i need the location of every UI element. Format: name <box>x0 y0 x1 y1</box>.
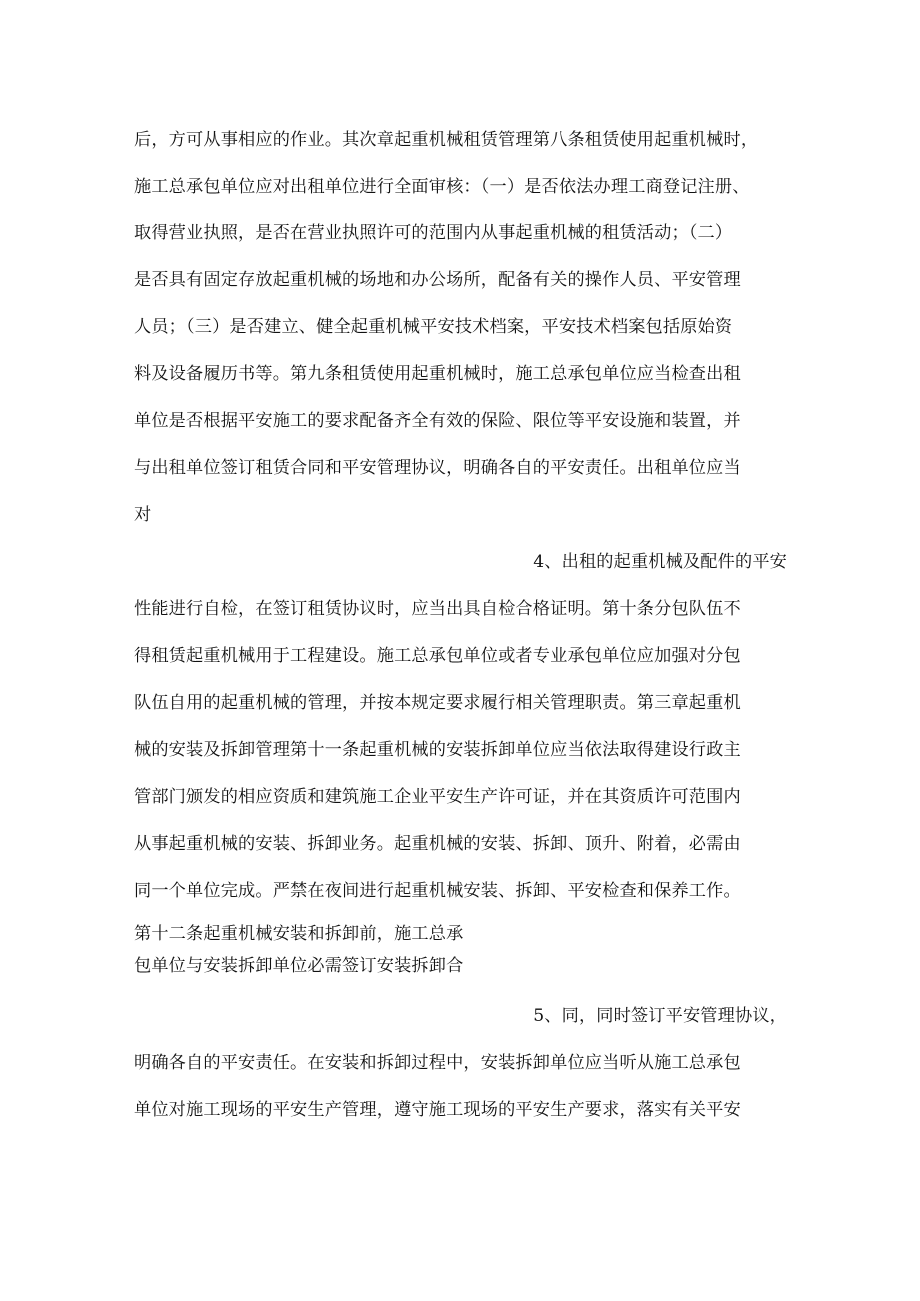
body-line: 械的安装及拆卸管理第十一条起重机械的安装拆卸单位应当依法取得建设行政主 <box>134 740 741 760</box>
body-line: 管部门颁发的相应资质和建筑施工企业平安生产许可证，并在其资质许可范围内 <box>134 787 741 807</box>
body-line: 单位是否根据平安施工的要求配备齐全有效的保险、限位等平安设施和装置，并 <box>134 411 741 431</box>
body-line: 第十二条起重机械安装和拆卸前，施工总承 <box>134 924 464 944</box>
body-line: 明确各自的平安责任。在安装和拆卸过程中，安装拆卸单位应当听从施工总承包 <box>134 1053 741 1073</box>
body-line: 对 <box>134 505 152 525</box>
body-line: 与出租单位签订租赁合同和平安管理协议，明确各自的平安责任。出租单位应当 <box>134 458 741 478</box>
body-line: 包单位与安装拆卸单位必需签订安装拆卸合 <box>134 956 464 976</box>
body-line: 施工总承包单位应对出租单位进行全面审核：（一）是否依法办理工商登记注册、 <box>134 177 750 197</box>
section-number-line: 4、出租的起重机械及配件的平安 <box>533 552 787 572</box>
body-line: 性能进行自检，在签订租赁协议时，应当出具自检合格证明。第十条分包队伍不 <box>134 599 741 619</box>
body-line: 单位对施工现场的平安生产管理，遵守施工现场的平安生产要求，落实有关平安 <box>134 1100 741 1120</box>
body-line: 取得营业执照，是否在营业执照许可的范围内从事起重机械的租赁活动；（二） <box>134 223 733 243</box>
body-line: 料及设备履历书等。第九条租赁使用起重机械时，施工总承包单位应当检查出租 <box>134 364 741 384</box>
body-line: 同一个单位完成。严禁在夜间进行起重机械安装、拆卸、平安检查和保养工作。 <box>134 881 741 901</box>
body-line: 从事起重机械的安装、拆卸业务。起重机械的安装、拆卸、顶升、附着，必需由 <box>134 834 741 854</box>
body-line: 队伍自用的起重机械的管理，并按本规定要求履行相关管理职责。第三章起重机 <box>134 693 741 713</box>
body-line: 是否具有固定存放起重机械的场地和办公场所，配备有关的操作人员、平安管理 <box>134 270 741 290</box>
section-number-line: 5、同，同时签订平安管理协议， <box>533 1006 787 1026</box>
body-line: 得租赁起重机械用于工程建设。施工总承包单位或者专业承包单位应加强对分包 <box>134 646 741 666</box>
body-line: 后，方可从事相应的作业。其次章起重机械租赁管理第八条租赁使用起重机械时， <box>134 130 759 150</box>
body-line: 人员；（三）是否建立、健全起重机械平安技术档案，平安技术档案包括原始资 <box>134 317 733 337</box>
